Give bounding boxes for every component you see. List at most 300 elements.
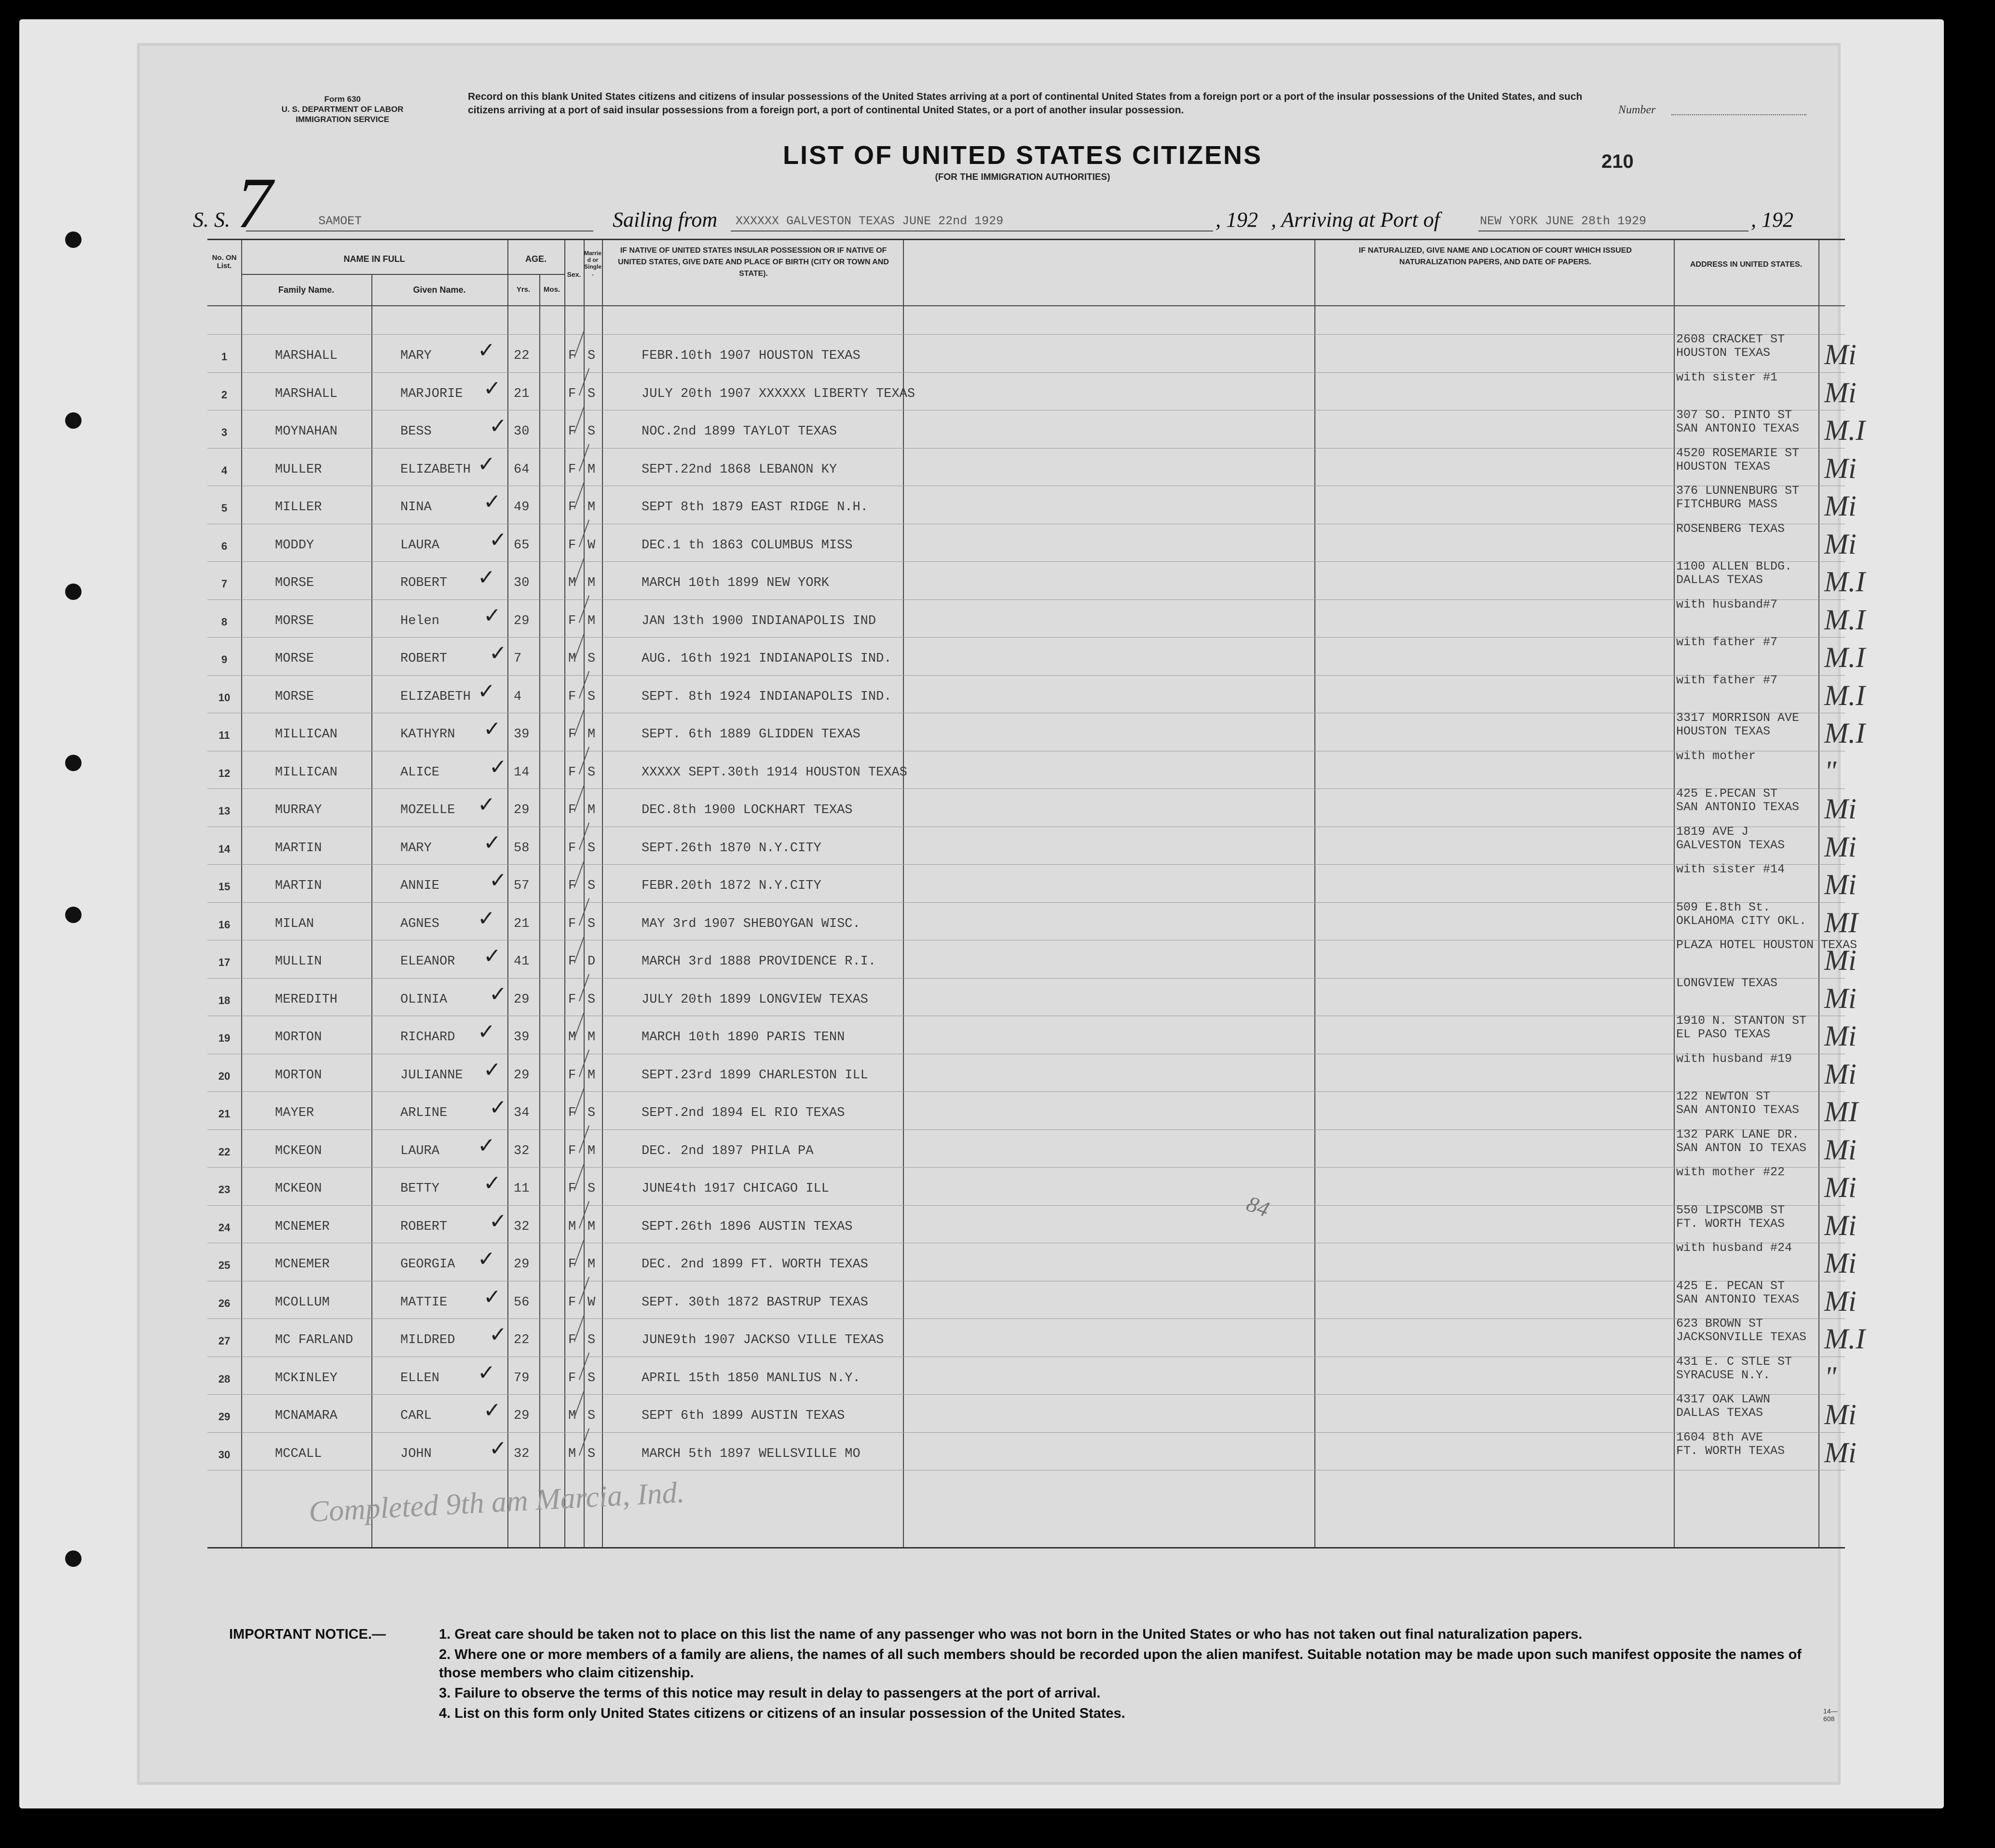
family-name: MARSHALL (275, 386, 338, 401)
birth-date-place: MARCH 10th 1899 NEW YORK (642, 576, 829, 590)
address-line-2: SAN ANTONIO TEXAS (1676, 1292, 1800, 1306)
age-years: 21 (514, 916, 530, 931)
row-number: 29 (218, 1411, 231, 1423)
given-name: ELIZABETH (400, 462, 471, 477)
age-years: 65 (514, 538, 530, 553)
column-divider (241, 240, 242, 1547)
row-number: 18 (218, 994, 231, 1006)
header-months: Mos. (543, 285, 560, 294)
marital-status: S (588, 1333, 596, 1347)
header-birth: IF NATIVE OF UNITED STATES INSULAR POSSESSION OR IF NATIVE OF UNITED STATES, GIVE DATE AND PLACE OF BIRTH (CITY OR TOWN AND STATE). (618, 246, 889, 278)
row-rule (207, 561, 1845, 562)
address-line-1: 122 NEWTON ST (1676, 1089, 1771, 1103)
notice-lead: IMPORTANT NOTICE.— (229, 1627, 386, 1642)
row-number: 7 (221, 578, 228, 590)
address-line-1: 2608 CRACKET ST (1676, 332, 1785, 346)
sex: M (568, 1446, 576, 1461)
given-name: BETTY (400, 1182, 440, 1196)
given-name: MARY (400, 841, 432, 856)
checkmark-icon: ✓ (483, 1171, 501, 1196)
marital-status: S (588, 1106, 596, 1120)
family-name: MARSHALL (275, 349, 338, 363)
row-rule (207, 1205, 1845, 1206)
address-line-1: with husband #19 (1676, 1051, 1792, 1066)
row-number: 5 (221, 502, 228, 514)
birth-date-place: MARCH 10th 1890 PARIS TENN (642, 1030, 845, 1045)
checkmark-icon: ✓ (483, 489, 501, 514)
birth-date-place: NOC.2nd 1899 TAYLOT TEXAS (642, 424, 837, 439)
address-line-1: PLAZA HOTEL HOUSTON TEXAS (1676, 938, 1858, 952)
sex: F (568, 954, 576, 969)
birth-date-place: SEPT.2nd 1894 EL RIO TEXAS (642, 1106, 845, 1120)
arriving-value: NEW YORK JUNE 28th 1929 (1480, 214, 1647, 228)
row-number: 9 (221, 653, 228, 666)
marital-status: S (588, 1371, 596, 1386)
age-years: 22 (514, 349, 530, 363)
address-line-2: DALLAS TEXAS (1676, 573, 1763, 587)
checkmark-icon: ✓ (483, 717, 501, 741)
row-number: 13 (218, 805, 231, 817)
age-years: 32 (514, 1219, 530, 1234)
address-line-2: HOUSTON TEXAS (1676, 346, 1771, 360)
address-line-1: 1604 8th AVE (1676, 1430, 1763, 1444)
review-mark: Mi (1824, 452, 1857, 484)
birth-date-place: FEBR.20th 1872 N.Y.CITY (642, 879, 821, 893)
marital-status: S (588, 349, 596, 363)
row-rule (207, 372, 1845, 373)
checkmark-icon: ✓ (489, 641, 507, 666)
center-mark: 84 (1243, 1191, 1273, 1222)
given-name: JOHN (400, 1446, 432, 1461)
address-line-1: with father #7 (1676, 635, 1778, 649)
address-line-2: SAN ANTONIO TEXAS (1676, 421, 1800, 435)
sex: F (568, 803, 576, 817)
review-mark: Mi (1824, 1247, 1857, 1279)
age-years: 39 (514, 1030, 530, 1045)
row-number: 21 (218, 1108, 231, 1120)
address-line-2: HOUSTON TEXAS (1676, 724, 1771, 738)
age-years: 58 (514, 841, 530, 856)
family-name: MORSE (275, 652, 314, 666)
punch-hole (65, 1550, 82, 1567)
row-number: 3 (221, 426, 228, 438)
row-rule (207, 1167, 1845, 1168)
row-number: 24 (218, 1221, 231, 1234)
family-name: MILAN (275, 916, 314, 931)
given-name: ELEANOR (400, 954, 455, 969)
marital-status: M (588, 727, 596, 742)
punch-hole (65, 231, 82, 248)
checkmark-icon: ✓ (489, 1095, 507, 1120)
birth-date-place: JULY 20th 1899 LONGVIEW TEXAS (642, 992, 868, 1007)
year-suffix-1: , 192 (1216, 208, 1258, 231)
checkmark-icon: ✓ (483, 603, 501, 628)
address-line-1: 550 LIPSCOMB ST (1676, 1203, 1785, 1217)
sex: F (568, 424, 576, 439)
marital-status: S (588, 689, 596, 704)
row-number: 19 (218, 1032, 231, 1044)
header-divider (507, 274, 564, 275)
birth-date-place: APRIL 15th 1850 MANLIUS N.Y. (642, 1371, 861, 1386)
birth-date-place: SEPT 6th 1899 AUSTIN TEXAS (642, 1409, 845, 1423)
sex: F (568, 727, 576, 742)
given-name: ROBERT (400, 1219, 448, 1234)
checkmark-icon: ✓ (489, 1209, 507, 1234)
address-line-1: with husband#7 (1676, 597, 1778, 611)
number-label: Number (1618, 104, 1656, 116)
review-mark: Mi (1824, 1285, 1857, 1317)
sex: M (568, 576, 576, 590)
address-line-1: with mother #22 (1676, 1165, 1785, 1179)
given-name: ALICE (400, 765, 440, 780)
address-line-1: 425 E.PECAN ST (1676, 787, 1778, 801)
sex: M (568, 1030, 576, 1045)
checkmark-icon: ✓ (483, 1284, 501, 1309)
address-line-1: 4317 OAK LAWN (1676, 1392, 1771, 1406)
birth-date-place: DEC. 2nd 1899 FT. WORTH TEXAS (642, 1257, 868, 1272)
age-years: 64 (514, 462, 530, 477)
birth-date-place: JAN 13th 1900 INDIANAPOLIS IND (642, 613, 876, 628)
age-years: 32 (514, 1143, 530, 1158)
marital-status: W (588, 1295, 596, 1310)
address-line-1: 376 LUNNENBURG ST (1676, 484, 1800, 498)
review-mark: Mi (1824, 490, 1857, 522)
marital-status: S (588, 1182, 596, 1196)
family-name: MORSE (275, 576, 314, 590)
family-name: MCOLLUM (275, 1295, 330, 1310)
row-number: 2 (221, 388, 228, 401)
family-name: MCKINLEY (275, 1371, 338, 1386)
address-line-2: JACKSONVILLE TEXAS (1676, 1330, 1807, 1344)
marital-status: D (588, 954, 596, 969)
given-name: GEORGIA (400, 1257, 455, 1272)
address-line-1: 1819 AVE J (1676, 824, 1749, 839)
row-number: 27 (218, 1335, 231, 1347)
review-mark: Mi (1824, 1436, 1857, 1468)
age-years: 21 (514, 386, 530, 401)
address-line-1: with mother (1676, 748, 1756, 763)
header-age: AGE. (525, 254, 547, 264)
checkmark-icon: ✓ (478, 451, 495, 476)
row-number: 28 (218, 1372, 231, 1385)
list-mark: 7 (236, 163, 273, 243)
header-bottom (207, 305, 1845, 306)
family-name: MURRAY (275, 803, 322, 817)
column-divider (564, 240, 565, 1547)
age-years: 79 (514, 1371, 530, 1386)
marital-status: M (588, 613, 596, 628)
age-years: 29 (514, 1409, 530, 1423)
marital-status: S (588, 992, 596, 1007)
footer-code: 14—608 (1823, 1707, 1838, 1723)
row-number: 14 (218, 842, 231, 855)
given-name: JULIANNE (400, 1068, 463, 1083)
checkmark-icon: ✓ (489, 754, 507, 779)
column-divider (1314, 240, 1315, 1547)
address-line-2: FT. WORTH TEXAS (1676, 1216, 1785, 1231)
age-years: 29 (514, 803, 530, 817)
header-given-name: Given Name. (413, 285, 466, 295)
review-mark: Mi (1824, 982, 1857, 1014)
birth-date-place: DEC.8th 1900 LOCKHART TEXAS (642, 803, 853, 817)
review-mark: Mi (1824, 869, 1857, 900)
review-mark: M.I (1824, 603, 1865, 636)
header-married: Married or Single. (584, 250, 602, 277)
marital-status: M (588, 462, 596, 477)
address-line-1: 1910 N. STANTON ST (1676, 1014, 1807, 1028)
review-mark: Mi (1824, 944, 1857, 976)
age-years: 29 (514, 1068, 530, 1083)
address-line-1: 132 PARK LANE DR. (1676, 1127, 1800, 1141)
age-years: 34 (514, 1106, 530, 1120)
sex: F (568, 613, 576, 628)
header-address: ADDRESS IN UNITED STATES. (1690, 260, 1803, 269)
row-number: 15 (218, 881, 231, 893)
row-number: 4 (221, 464, 228, 476)
row-number: 25 (218, 1259, 231, 1271)
arriving-label: , Arriving at Port of (1271, 208, 1440, 231)
number-field-line (1671, 114, 1806, 115)
page-number: 210 (1601, 151, 1634, 172)
sex: F (568, 1333, 576, 1347)
column-divider (1674, 240, 1675, 1547)
family-name: MOYNAHAN (275, 424, 338, 439)
given-name: MARY (400, 349, 432, 363)
address-line-2: GALVESTON TEXAS (1676, 838, 1785, 852)
header-sex: Sex. (567, 271, 581, 278)
review-mark: M.I (1824, 566, 1865, 598)
checkmark-icon: ✓ (478, 1133, 495, 1158)
row-number: 12 (218, 767, 231, 779)
family-name: MORSE (275, 689, 314, 704)
checkmark-icon: ✓ (483, 376, 501, 401)
marital-status: S (588, 879, 596, 893)
address-line-1: with sister #1 (1676, 370, 1778, 384)
address-line-2: SAN ANTON IO TEXAS (1676, 1141, 1807, 1155)
sex: F (568, 386, 576, 401)
sex: F (568, 1371, 576, 1386)
marital-status: M (588, 576, 596, 590)
row-number: 8 (221, 615, 228, 628)
checkmark-icon: ✓ (489, 981, 507, 1006)
family-name: MARTIN (275, 841, 322, 856)
address-line-1: 4520 ROSEMARIE ST (1676, 446, 1800, 460)
checkmark-icon: ✓ (483, 830, 501, 855)
checkmark-icon: ✓ (478, 679, 495, 704)
sailing-value: XXXXXX GALVESTON TEXAS JUNE 22nd 1929 (736, 214, 1004, 228)
row-rule (207, 788, 1845, 789)
birth-date-place: SEPT.23rd 1899 CHARLESTON ILL (642, 1068, 868, 1083)
age-years: 57 (514, 879, 530, 893)
review-mark: M.I (1824, 414, 1865, 446)
address-line-1: with sister #14 (1676, 862, 1785, 876)
birth-date-place: MARCH 5th 1897 WELLSVILLE MO (642, 1446, 861, 1461)
age-years: 32 (514, 1446, 530, 1461)
marital-status: M (588, 1030, 596, 1045)
age-years: 4 (514, 689, 522, 704)
notice-item: 1. Great care should be taken not to place on this list the name of any passenger who was not born in the United States or who has not taken out final naturalization papers. (439, 1627, 1583, 1642)
row-rule (207, 1318, 1845, 1319)
address-line-1: 431 E. C STLE ST (1676, 1354, 1792, 1369)
row-number: 17 (218, 956, 231, 968)
marital-status: M (588, 1143, 596, 1158)
age-years: 41 (514, 954, 530, 969)
review-mark: MI (1824, 906, 1858, 938)
family-name: MORTON (275, 1068, 322, 1083)
family-name: MULLIN (275, 954, 322, 969)
age-years: 29 (514, 1257, 530, 1272)
row-number: 11 (219, 729, 230, 741)
given-name: NINA (400, 500, 432, 515)
given-name: ROBERT (400, 576, 448, 590)
family-name: MCKEON (275, 1143, 322, 1158)
age-years: 29 (514, 992, 530, 1007)
sex: F (568, 1295, 576, 1310)
review-mark: Mi (1824, 1399, 1857, 1430)
address-line-1: 1100 ALLEN BLDG. (1676, 559, 1792, 573)
sex: F (568, 765, 576, 780)
checkmark-icon: ✓ (483, 1398, 501, 1423)
address-line-1: 3317 MORRISON AVE (1676, 711, 1800, 725)
checkmark-icon: ✓ (489, 527, 507, 552)
given-name: ANNIE (400, 879, 440, 893)
ss-label: S. S. (193, 208, 230, 231)
review-mark: M.I (1824, 717, 1865, 749)
address-line-2: SYRACUSE N.Y. (1676, 1368, 1771, 1382)
address-line-2: DALLAS TEXAS (1676, 1406, 1763, 1420)
marital-status: S (588, 916, 596, 931)
form-identifier (207, 94, 478, 124)
review-mark: M.I (1824, 1323, 1865, 1355)
review-mark: Mi (1824, 528, 1857, 560)
department-name: U. S. DEPARTMENT OF LABOR (281, 105, 404, 114)
birth-date-place: JUNE9th 1907 JACKSO VILLE TEXAS (642, 1333, 884, 1347)
row-rule (207, 902, 1845, 903)
column-divider (584, 240, 585, 1547)
birth-date-place: MAY 3rd 1907 SHEBOYGAN WISC. (642, 916, 861, 931)
given-name: ELIZABETH (400, 689, 471, 704)
birth-date-place: SEPT. 30th 1872 BASTRUP TEXAS (642, 1295, 868, 1310)
address-line-1: 307 SO. PINTO ST (1676, 408, 1792, 422)
birth-date-place: JUNE4th 1917 CHICAGO ILL (642, 1182, 829, 1196)
row-rule (207, 1129, 1845, 1130)
address-line-2: FITCHBURG MASS (1676, 497, 1778, 511)
family-name: MILLER (275, 500, 322, 515)
sex: F (568, 538, 576, 553)
family-name: MILLICAN (275, 727, 338, 742)
review-mark: " (1824, 1360, 1837, 1393)
marital-status: M (588, 500, 596, 515)
page-subtitle: (FOR THE IMMIGRATION AUTHORITIES) (935, 172, 1110, 182)
ship-name: SAMOET (318, 214, 362, 228)
marital-status: M (588, 803, 596, 817)
age-years: 14 (514, 765, 530, 780)
marital-status: S (588, 386, 596, 401)
marital-status: S (588, 424, 596, 439)
family-name: MCNEMER (275, 1257, 330, 1272)
checkmark-icon: ✓ (489, 868, 507, 893)
marital-status: M (588, 1068, 596, 1083)
row-number: 1 (221, 351, 228, 363)
row-number: 10 (218, 691, 231, 704)
row-rule (207, 334, 1845, 335)
birth-date-place: JULY 20th 1907 XXXXXX LIBERTY TEXAS (642, 386, 916, 401)
notice-item: 3. Failure to observe the terms of this notice may result in delay to passengers at the port of arrival. (439, 1685, 1101, 1701)
checkmark-icon: ✓ (478, 338, 495, 363)
family-name: MCNAMARA (275, 1409, 338, 1423)
given-name: MATTIE (400, 1295, 448, 1310)
sailing-label: Sailing from (613, 208, 718, 231)
header-naturalized: IF NATURALIZED, GIVE NAME AND LOCATION OF COURT WHICH ISSUED NATURALIZATION PAPERS, AND DATE OF PAPERS. (1359, 246, 1632, 266)
column-divider (507, 240, 508, 1547)
sex: M (568, 1409, 576, 1423)
review-mark: " (1824, 755, 1837, 787)
punch-hole (65, 755, 82, 771)
checkmark-icon: ✓ (489, 1436, 507, 1461)
address-line-1: 425 E. PECAN ST (1676, 1278, 1785, 1293)
checkmark-icon: ✓ (489, 414, 507, 438)
birth-date-place: SEPT.26th 1870 N.Y.CITY (642, 841, 821, 856)
header-name-in-full: NAME IN FULL (343, 254, 405, 264)
year-suffix-2: , 192 (1751, 208, 1793, 231)
sex: F (568, 1182, 576, 1196)
birth-date-place: SEPT.22nd 1868 LEBANON KY (642, 462, 837, 477)
birth-date-place: FEBR.10th 1907 HOUSTON TEXAS (642, 349, 861, 363)
sex: F (568, 462, 576, 477)
row-number: 26 (218, 1297, 231, 1309)
address-line-1: LONGVIEW TEXAS (1676, 976, 1778, 990)
notice-item: 4. List on this form only United States citizens or citizens of an insular possession of the United States. (439, 1706, 1125, 1721)
address-line-1: 623 BROWN ST (1676, 1317, 1763, 1331)
marital-status: S (588, 765, 596, 780)
column-divider (602, 240, 603, 1547)
header-divider (241, 274, 507, 275)
review-mark: MI (1824, 1096, 1858, 1128)
review-mark: Mi (1824, 1171, 1857, 1203)
family-name: MILLICAN (275, 765, 338, 780)
marital-status: S (588, 652, 596, 666)
marital-status: S (588, 1409, 596, 1423)
row-rule (207, 1432, 1845, 1433)
marital-status: S (588, 841, 596, 856)
age-years: 29 (514, 613, 530, 628)
given-name: CARL (400, 1409, 432, 1423)
row-rule (207, 637, 1845, 638)
age-years: 30 (514, 424, 530, 439)
checkmark-icon: ✓ (478, 1019, 495, 1044)
row-rule (207, 599, 1845, 600)
sex: F (568, 1068, 576, 1083)
form-number: Form 630 (324, 95, 361, 104)
age-years: 39 (514, 727, 530, 742)
family-name: MORSE (275, 613, 314, 628)
address-line-1: 509 E.8th St. (1676, 900, 1771, 914)
header-years: Yrs. (516, 285, 531, 294)
margin-note: Completed 9th am Marcia, Ind. (308, 1476, 685, 1529)
family-name: MCNEMER (275, 1219, 330, 1234)
address-line-2: SAN ANTONIO TEXAS (1676, 1103, 1800, 1117)
address-line-2: OKLAHOMA CITY OKL. (1676, 913, 1807, 928)
birth-date-place: SEPT 8th 1879 EAST RIDGE N.H. (642, 500, 868, 515)
given-name: LAURA (400, 1143, 440, 1158)
review-mark: Mi (1824, 1058, 1857, 1090)
column-divider (903, 240, 904, 1547)
given-name: BESS (400, 424, 432, 439)
review-mark: Mi (1824, 1209, 1857, 1241)
checkmark-icon: ✓ (489, 1322, 507, 1347)
review-mark: Mi (1824, 376, 1857, 408)
notice-item: 2. Where one or more members of a family are aliens, the names of all such members should be recorded upon the alien manifest. Suitable notation may be made upon such manifest opposite the names of those members who claim citizenship. (439, 1647, 1802, 1681)
